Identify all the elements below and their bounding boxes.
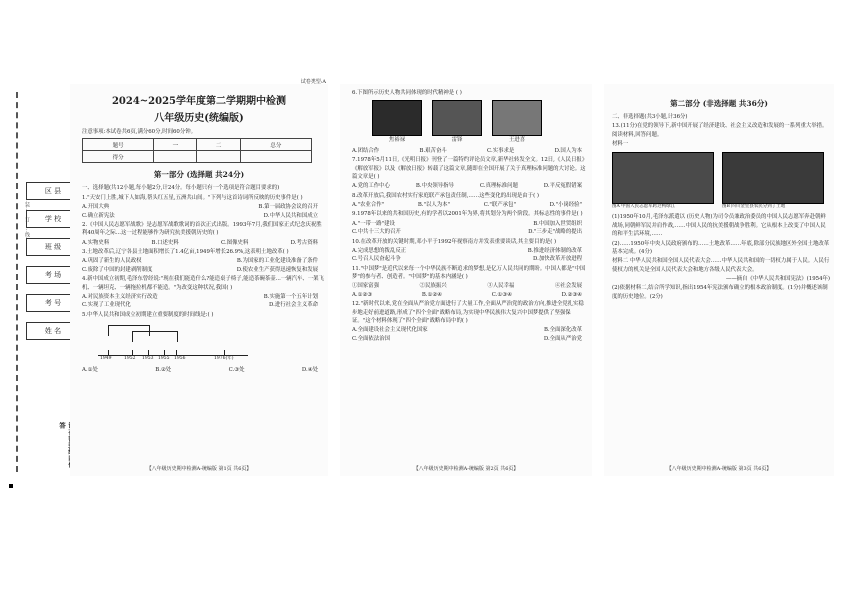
binding-box-school: 学 校 (26, 210, 80, 228)
option[interactable]: D.国人为本 (554, 147, 582, 154)
option[interactable]: C.确立新宪法 (82, 212, 115, 219)
photo-caption: 焦裕禄 (388, 137, 406, 144)
photo-caption: 图B 四川金堂县农民分到了土地 (722, 203, 786, 209)
option[interactable]: D."三步走"战略的提出 (528, 229, 582, 236)
timeline-tick (108, 350, 109, 355)
page-footer: 【八年级历史期中检测A-统编版 第1页 共6页】 (146, 466, 252, 472)
binding-box-number: 考 号 (26, 294, 80, 312)
question-12-options (352, 326, 588, 334)
option[interactable]: B.全面深化改革 (543, 327, 582, 334)
option[interactable]: B."以人为本" (417, 202, 451, 208)
timeline-tick (164, 350, 165, 355)
question-3-options (82, 266, 324, 274)
option[interactable]: C.真理标准问题 (479, 183, 518, 190)
question-9-options (352, 220, 588, 228)
option[interactable]: C.①③④ (491, 291, 512, 298)
question-6-options (352, 147, 588, 155)
timeline-label: 1955 (158, 356, 170, 362)
question-6: 6.下图所示历史人物共同体现的时代精神是 ( ) (352, 90, 462, 96)
exam-page-3 (604, 84, 834, 476)
paper-type-badge: 试卷类型:A (300, 79, 326, 85)
option[interactable]: A.对民族资本主义经济实行改造 (82, 293, 158, 300)
option[interactable]: D.中华人民共和国成立 (263, 212, 318, 219)
question-2: 2.《中国人民志愿军战歌》是志愿军战歌歌词的首次正式出版。1993年7月,我们国家正式纪念庆祝胜利40周年之际...这一过程能够作为研究抗美援朝历史的( ) (82, 221, 322, 237)
option[interactable]: A.①②③ (352, 291, 373, 298)
item: ④社会发展 (555, 283, 582, 290)
option[interactable]: C."联产承包" (483, 202, 516, 208)
option[interactable]: C.号召人民奋起斗争 (352, 256, 401, 263)
part2-title: 第二部分 (非选择题 共36分) (670, 99, 768, 108)
question-11-options (352, 291, 588, 299)
option[interactable]: B.为国家的工业化建设准备了条件 (236, 258, 318, 265)
exam-notice: 注意事项:本试卷共6页,满分60分,时间60分钟。 (82, 129, 197, 135)
option[interactable]: D.平反冤假错案 (543, 183, 582, 190)
option[interactable]: D.加快改革开放进程 (533, 256, 582, 263)
material-2: 材料二 中华人民共和国全国人民代表大会……中华人民共和国的一切权力属于人民。人民行使权力的机关是全国人民代表大会和地方各级人民代表大会。 (612, 258, 830, 273)
option[interactable]: A."一带一路"建设 (352, 220, 395, 227)
question-2-options (82, 239, 324, 247)
option[interactable]: A.全面建设社会主义现代化国家 (352, 327, 428, 334)
page-footer: 【八年级历史期中检测A-统编版 第3页 共6页】 (666, 466, 772, 472)
question-1: 1."天安门上胜,城下人如海,帮头红五星,五洲共山间。"下列与这首诗词所反映的历史事件是( ) (82, 194, 303, 201)
question-4-options (82, 301, 324, 309)
question-10-options (352, 247, 588, 255)
option[interactable]: D.④处 (301, 367, 318, 373)
exam-page-1 (70, 79, 328, 476)
photo-image (612, 152, 714, 204)
score-cell[interactable] (240, 151, 311, 163)
score-cell[interactable] (154, 151, 197, 163)
score-row-label: 得分 (83, 151, 154, 163)
timeline-tick (176, 350, 177, 355)
timeline-label: 1953 (142, 356, 154, 362)
photo-figure (492, 100, 542, 144)
timeline-label: 1949 (100, 356, 112, 362)
score-header: 总分 (240, 139, 311, 151)
question-1-options (82, 203, 324, 211)
option[interactable]: B.中央领导指导 (415, 183, 454, 190)
timeline-tick (148, 350, 149, 355)
question-9-options (352, 228, 588, 236)
question-8-options (352, 201, 588, 209)
question-9: 9.1978年以来的共和国历史,有的学者以2001年为界,将其划分为两个阶段。其标志性的事件是( ) (352, 211, 583, 218)
option[interactable]: C.③处 (228, 367, 245, 373)
question-8: 8.改革开放后,我国农村实行家庭联产承包责任制,……这些变化的出现是由于( ) (352, 192, 539, 199)
section-intro: 二、非选择题(共3小题,计36分) (612, 114, 688, 120)
question-10-options (352, 255, 588, 263)
score-header: 题号 (83, 139, 154, 151)
question-5-options (82, 366, 324, 374)
option[interactable]: A.巩固了新生的人民政权 (82, 258, 142, 265)
item: ①国家富强 (352, 283, 379, 290)
question-13-part-2: (2)……1950年中央人民政府颁布的……土地改革……年底,除部分民族地区外全国土地改革基本完成。(4分) (612, 240, 830, 255)
page2-content (340, 84, 592, 343)
option[interactable]: A.团结合作 (352, 147, 380, 154)
photo-image (492, 100, 542, 136)
score-cell[interactable] (197, 151, 240, 163)
material-1-photos (612, 152, 830, 211)
option[interactable]: C.全面依法治国 (352, 335, 390, 342)
question-12-options (352, 335, 588, 343)
binding-box-room: 考 场 (26, 266, 80, 284)
question-11-items (352, 282, 588, 290)
material-1-label: 材料一 (612, 141, 629, 148)
photo-caption: 王进喜 (508, 137, 526, 144)
question-12: 12."新时代以来,党在全面从严治党方面进行了大量工作,全面从严治党的政治方向,推进全党扎实稳步地走好前进道路,形成了"四个全面"战略布局,为实现中华民族伟大复兴中国梦提供了坚强保证。"这个材料体现了"四个全面"战略布局中的( ) (352, 301, 584, 324)
score-header: 二 (197, 139, 240, 151)
photo-image (432, 100, 482, 136)
binding-box-name: 姓 名 (26, 322, 80, 340)
option[interactable]: C.中共十三大的召开 (352, 229, 401, 236)
timeline-tick (224, 350, 225, 355)
question-6-photos (372, 100, 588, 144)
option[interactable]: B.推进经济体制的改革 (527, 247, 582, 254)
option[interactable]: A.开国大典 (82, 204, 110, 211)
material-2-source: ——摘自《中华人民共和国宪法》(1954年) (725, 276, 830, 283)
score-header: 一 (154, 139, 197, 151)
question-4-options (82, 293, 324, 301)
question-1-options (82, 212, 324, 220)
binding-note: 答 (58, 422, 66, 429)
option[interactable]: B.口述史料 (151, 239, 179, 246)
option[interactable]: C.废除了中国的封建剥削制度 (82, 266, 153, 273)
item: ③人民幸福 (487, 283, 515, 290)
option[interactable]: D.全面从严治党 (543, 335, 582, 342)
exam-subtitle: 八年级历史(统编版) (154, 113, 244, 124)
option[interactable]: D."小岗经验" (549, 202, 582, 208)
exam-title: 2024~2025学年度第二学期期中检测 (111, 96, 287, 107)
option[interactable]: B.②处 (155, 367, 172, 373)
marker-dot (9, 484, 13, 488)
option[interactable]: D.②③④ (561, 291, 582, 298)
photo-caption: 雷锋 (451, 137, 463, 144)
question-4: 4.新中国成立初期,毛泽东曾经说:"现在我们能造什么?能造桌子椅子,能造茶碗茶壶...一辆汽车、一架飞机、一辆坦克、一辆拖拉机都不能造。"为改变这种状况,我国( ) (82, 276, 324, 291)
question-3-options (82, 257, 324, 265)
option[interactable]: B.艰苦奋斗 (419, 147, 447, 154)
question-3: 3.土地改革后,辽宁各县土地面积增长了1.4亿亩,1949年增长26.9%,这表明土地改革( ) (82, 249, 289, 255)
photo-caption: 图A 中国人民志愿军跨过鸭绿江 (612, 203, 676, 209)
option[interactable]: A.实物史料 (82, 239, 110, 246)
photo-figure (722, 152, 824, 211)
part1-title: 第一部分 (选择题 共24分) (153, 170, 245, 180)
timeline-figure (98, 321, 248, 362)
option[interactable]: A.完成思想的拨乱反正 (352, 247, 407, 254)
question-7: 7.1978年5月11日,《光明日报》刊登了一篇特约评论员文章,新华社转发全文。12日,《人民日报》《解放军报》以及《解放日报》转载了这篇文章,随即在全国开展了关于真理标准问题的大讨论。这篇文章是( ) (352, 157, 588, 180)
section-intro: 一、选择题(共12小题,每小题2分,计24分。每小题只有一个选项是符合题目要求的) (82, 185, 280, 192)
option[interactable]: A.党的工作中心 (352, 183, 390, 190)
timeline-tick (132, 350, 133, 355)
option[interactable]: A.①处 (82, 367, 98, 373)
binding-box-district: 区 县 (26, 182, 80, 200)
photo-figure (612, 152, 714, 211)
question-13-part-3: (2)依据材料二,结合所学知识,指出1954年宪法颁布确立的根本政治制度。(1分)并概述该制度的历史地位。(2分) (612, 285, 828, 300)
part1-content (70, 184, 328, 374)
score-table (82, 138, 312, 163)
question-11: 11."中国梦"是近代以来每一个中华民族不断追求的梦想,是亿万人民共同的期盼。中国人都是"中国梦"的参与者、创造者。"中国梦"的基本内涵是( ) (352, 265, 586, 280)
option[interactable]: C.图像史料 (221, 239, 249, 246)
photo-figure (432, 100, 482, 144)
binding-margin (16, 92, 74, 472)
option[interactable]: B.实施第一个五年计划 (263, 293, 318, 300)
question-13-part-1: (1)1950年10月,毛泽东派遣以 (历史人物)为司令员兼政治委员的中国人民志愿军奔赴朝鲜战场,同朝鲜军民并肩作战,……中国人民的抗美援朝战争胜利。它从根本上改变了中国人民的和平生活环境,…… (612, 214, 826, 238)
option[interactable]: B.中国加入世贸组织 (533, 220, 582, 227)
binding-box-class: 班 级 (26, 238, 80, 256)
option[interactable]: B.①②④ (421, 291, 443, 298)
option[interactable]: D.使农业生产获得迅速恢复和发展 (236, 266, 318, 273)
option[interactable]: D.考古资料 (290, 239, 318, 246)
question-7-options (352, 182, 588, 190)
option[interactable]: B.第一届政协会议的召开 (258, 204, 318, 211)
option[interactable]: A."农业合作" (352, 202, 385, 208)
exam-page-2 (340, 84, 592, 476)
option[interactable]: D.进行社会主义革命 (269, 302, 318, 309)
photo-image (372, 100, 422, 136)
question-5: 5.中华人民共和国成立初期建立重要制度的时间线是:( ) (82, 311, 214, 318)
item: ②民族振兴 (419, 283, 447, 290)
part2-content (604, 113, 834, 301)
page-footer: 【八年级历史期中检测A-统编版 第2页 共6页】 (413, 466, 519, 472)
option[interactable]: C.实现了工业现代化 (82, 302, 131, 309)
timeline-label: 1952 (124, 356, 136, 362)
question-10: 10.在改革开放的关键时期,邓小平于1992年视察南方并发表重要谈话,其主要目的是( ) (352, 238, 557, 245)
photo-image (722, 152, 824, 204)
question-13: 13.(11分)在党的领导下,新中国开展了经济建设、社会主义改造和发展的一系列重大举措。阅读材料,回答问题。 (612, 123, 828, 138)
cut-line-text: ……装……订……线…… (24, 192, 30, 247)
timeline-label: 1976(年) (214, 356, 234, 362)
photo-figure (372, 100, 422, 144)
option[interactable]: C.实事求是 (487, 147, 515, 154)
timeline-label: 1956 (174, 356, 186, 362)
timeline-bracket (132, 331, 178, 342)
